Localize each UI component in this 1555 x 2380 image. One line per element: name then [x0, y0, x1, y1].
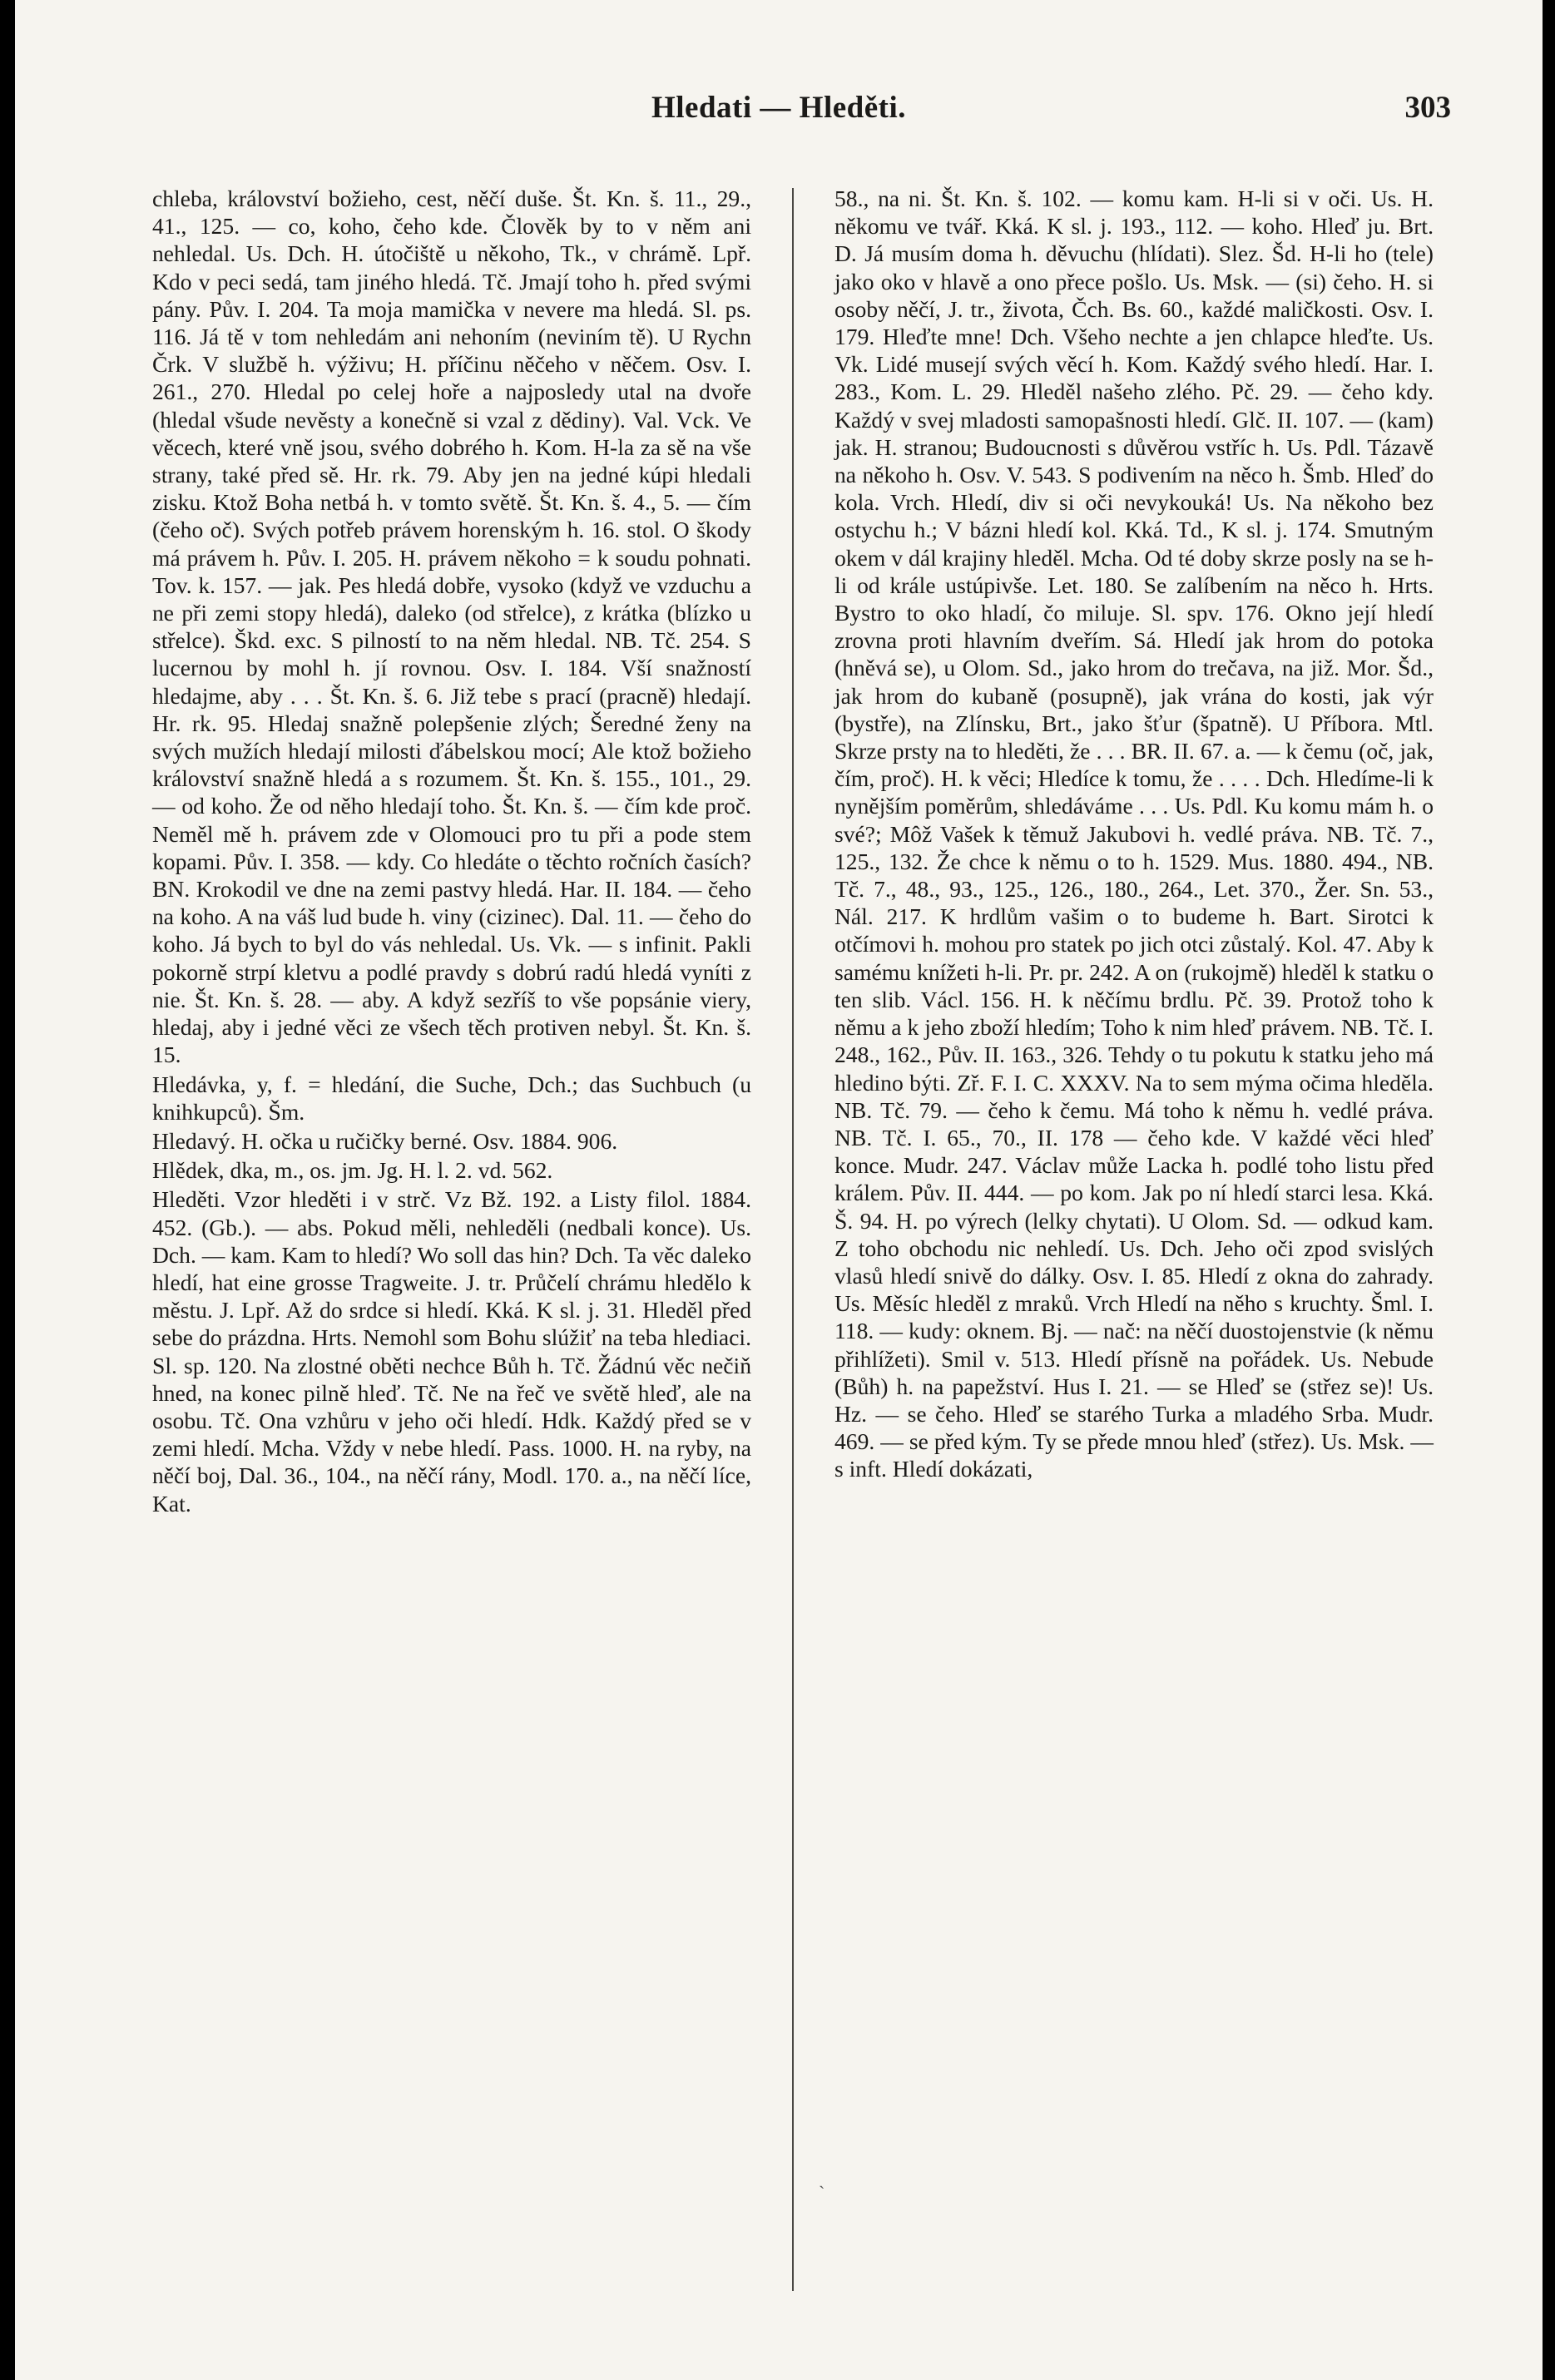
running-title: Hledati — Hleděti. — [651, 91, 906, 125]
dictionary-page — [15, 0, 1543, 2380]
page-header — [15, 90, 1543, 140]
entry-hledeti-continued: 58., na ni. Št. Kn. š. 102. — komu kam. H-li si v oči. Us. H. někomu ve tvář. Kká. K sl. j. 193., 112. — koho. Hleď ju. Brt. D. Já musím doma h. děvuchu (hlídati). Slez. Šd. H-li ho (tele) jako oko v hlavě a ono přece pošlo. Us. Msk. — (si) čeho. H. si osoby něčí, J. tr., života, Čch. Bs. 60., každé maličkosti. Osv. I. 179. Hleďte mne! Dch. Všeho nechte a jen chlapce hleďte. Us. Vk. Lidé musejí svých věcí h. Kom. Každý svého hledí. Har. I. 283., Kom. L. 29. Hleděl našeho zlého. Pč. 29. — čeho kdy. Každý v svej mladosti samopašnosti hledí. Glč. II. 107. — (kam) jak. H. stranou; Budoucnosti s důvěrou vstříc h. Us. Pdl. Tázavě na někoho h. Osv. V. 543. S podivením na něco h. Šmb. Hleď do kola. Vrch. Hledí, div si oči nevykouká! Us. Na někoho bez ostychu h.; V bázni hledí kol. Kká. Td., K sl. j. 174. Smutným okem v dál krajiny hleděl. Mcha. Od té doby skrze posly na se h-li od krále ustúpivše. Let. 180. Se zalíbením na něco h. Hrts. Bystro to oko hladí, čo miluje. Sl. spv. 176. Okno její hledí zrovna proti hlavním dveřím. Sá. Hledí jak hrom do potoka (hněvá se), u Olom. Sd., jako hrom do trečava, na již. Mor. Šd., jak hrom do kubaně (posupně), jak vrána do kosti, jak výr (bystře), na Zlínsku, Brt., jako šťur (špatně). U Příbora. Mtl. Skrze prsty na to hleděti, že . . . BR. II. 67. a. — k čemu (oč, jak, čím, proč). H. k věci; Hledíce k tomu, že . . . . Dch. Hledíme-li k nynějším poměrům, shledáváme . . . Us. Pdl. Ku komu mám h. o své?; Môž Vašek k těmuž Jakubovi h. vedlé práva. NB. Tč. 7., 125., 132. Že chce k němu o to h. 1529. Mus. 1880. 494., NB. Tč. 7., 48., 93., 125., 126., 180., 264., Let. 370., Žer. Sn. 53., Nál. 217. K hrdlům vašim o to budeme h. Bart. Sirotci k otčímovi h. mohou pro statek po jich otci zůstalý. Kol. 47. Aby k samému knížeti h-li. Pr. pr. 242. A on (rukojmě) hleděl k statku o ten slib. Václ. 156. H. k něčímu brdlu. Pč. 39. Protož toho k němu a k jeho zboží hledím; Toho k nim hleď právem. NB. Tč. I. 248., 162., Pův. II. 163., 326. Tehdy o tu pokutu k statku jeho má hledino býti. Zř. F. I. C. XXXV. Na to sem mýma očima hleděla. NB. Tč. 79. — čeho k čemu. Má toho k němu h. vedlé práva. NB. Tč. I. 65., 70., II. 178 — čeho kde. V každé věci hleď konce. Mudr. 247. Václav může Lacka h. podlé toho listu před králem. Pův. II. 444. — po kom. Jak po ní hledí starci lesa. Kká. Š. 94. H. po výrech (lelky chytati). U Olom. Sd. — odkud kam. Z toho obchodu nic nehledí. Us. Dch. Jeho oči zpod svislých vlasů hledí snivě do dálky. Osv. I. 85. Hledí z okna do zahrady. Us. Měsíc hleděl z mraků. Vrch Hledí na něho s kruchty. Šml. I. 118. — kudy: oknem. Bj. — nač: na něčí duostojenstvie (k němu přihlížeti). Smil v. 513. Hledí přísně na pořádek. Us. Nebude (Bůh) h. na papežství. Hus I. 21. — se Hleď se (střez se)! Us. Hz. — se čeho. Hleď se starého Turka a mladého Srba. Mudr. 469. — se před kým. Ty se přede mnou hleď (střez). Us. Msk. — s inft. Hledí dokázati, — [834, 186, 1434, 1482]
text-columns — [152, 185, 1434, 2331]
entry-hledek: Hlědek, dka, m., os. jm. Jg. H. l. 2. vd. 562. — [152, 1157, 553, 1184]
stray-print-mark: ˎ — [819, 2168, 825, 2189]
right-column — [834, 185, 1434, 2331]
page-number: 303 — [1404, 91, 1451, 125]
entry-hledati-continued: chleba, království božieho, cest, něčí duše. Št. Kn. š. 11., 29., 41., 125. — co, koho, čeho kde. Člověk by to v něm ani nehledal. Us. Dch. H. útočiště u někoho, Tk., v chrámě. Lpř. Kdo v peci sedá, tam jiného hledá. Tč. Jmají toho h. před svými pány. Pův. I. 204. Ta moja mamička v nevere ma hledá. Sl. ps. 116. Já tě v tom nehledám ani nehoním (neviním tě). U Rychn Črk. V službě h. výživu; H. příčinu něčeho v něčem. Osv. I. 261., 270. Hledal po celej hoře a najposledy utal na dvoře (hledal všude nevěsty a konečně si vzal z dědiny). Val. Vck. Ve věcech, které vně jsou, svého dobrého h. Kom. H-la za sě na vše strany, také před sě. Hr. rk. 79. Aby jen na jedné kúpi hledali zisku. Ktož Boha netbá h. v tomto světě. Št. Kn. š. 4., 5. — čím (čeho oč). Svých potřeb právem horenským h. 16. stol. O škody má právem h. Pův. I. 205. H. právem někoho = k soudu pohnati. Tov. k. 157. — jak. Pes hledá dobře, vysoko (když ve vzduchu a ne při zemi stopy hledá), daleko (od střelce), z krátka (blízko u střelce). Škd. exc. S pilností to na něm hledal. NB. Tč. 254. S lucernou by mohl h. jí rovnou. Osv. I. 184. Vší snažností hledajme, aby . . . Št. Kn. š. 6. Již tebe s prací (pracně) hledají. Hr. rk. 95. Hledaj snažně polepšenie zlých; Šeredné ženy na svých mužích hledají milosti ďábelskou mocí; Ale ktož božieho království snažně hledá a s rozumem. Št. Kn. š. 155., 101., 29. — od koho. Že od něho hledají toho. Št. Kn. š. — čím kde proč. Neměl mě h. právem zde v Olomouci pro tu při a pode stem kopami. Pův. I. 358. — kdy. Co hledáte o těchto ročních časích? BN. Krokodil ve dne na zemi pastvy hledá. Har. II. 184. — čeho na koho. A na váš lud bude h. viny (cizinec). Dal. 11. — čeho do koho. Já bych to byl do vás nehledal. Us. Vk. — s infinit. Pakli pokorně strpí kletvu a podlé pravdy s dobrú radú hledá vyníti z nie. Št. Kn. š. 28. — aby. A když sezříš to vše popsánie viery, hledaj, aby i jedné věci ze všech těch protiven nebyl. Št. Kn. š. 15. — [152, 186, 751, 1068]
left-column — [152, 185, 751, 2331]
entry-hledeti: Hleděti. Vzor hleděti i v strč. Vz Bž. 192. a Listy filol. 1884. 452. (Gb.). — abs. Pokud měli, nehleděli (nedbali konce). Us. Dch. — kam. Kam to hledí? Wo soll das hin? Dch. Ta věc daleko hledí, hat eine grosse Tragweite. J. tr. Průčelí chrámu hledělo k městu. J. Lpř. Až do srdce si hledí. Kká. K sl. j. 31. Hleděl před sebe do prázdna. Hrts. Nemohl som Bohu slúžiť na teba hlediaci. Sl. sp. 120. Na zlostné oběti nechce Bůh h. Tč. Žádnú věc nečiň hned, na konec pilně hleď. Tč. Ne na řeč ve světě hleď, ale na osobu. Tč. Ona vzhůru v jeho oči hledí. Hdk. Každý před se v zemi hledí. Mcha. Vždy v nebe hledí. Pass. 1000. H. na ryby, na něčí boj, Dal. 36., 104., na něčí rány, Modl. 170. a., na něčí líce, Kat. — [152, 1186, 751, 1517]
entry-hledavka: Hledávka, y, f. = hledání, die Suche, Dch.; das Suchbuch (u knihkupců). Šm. — [152, 1071, 751, 1125]
entry-hledavy: Hledavý. H. očka u ručičky berné. Osv. 1884. 906. — [152, 1127, 618, 1154]
column-divider — [792, 188, 794, 2291]
